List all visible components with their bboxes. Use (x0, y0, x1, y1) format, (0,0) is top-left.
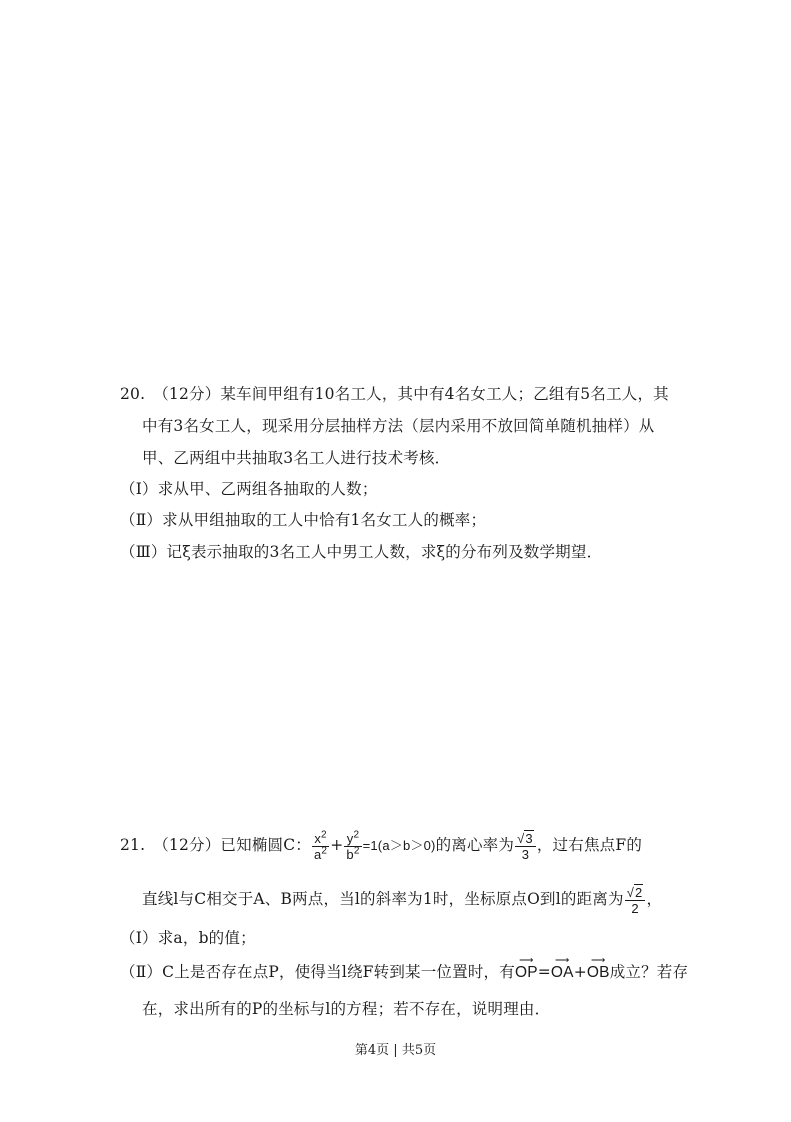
focus-text: ，过右焦点F的 (536, 836, 643, 854)
q21-line1 (120, 826, 642, 865)
q21-intro: 21. （12分）已知椭圆C： (120, 836, 311, 854)
radicand-3: 3 (525, 830, 533, 846)
vector-arrow-icon: ⟶ (555, 955, 570, 966)
plus-sign: + (330, 836, 344, 854)
part2-text: （Ⅱ）C上是否存在点P，使得当l绕F转到某一位置时，有 (120, 963, 515, 981)
denominator-b: b (346, 846, 354, 862)
exponent: 2 (321, 845, 328, 857)
comma: ， (646, 890, 663, 908)
page-footer: 第4页 | 共5页 (354, 1043, 437, 1058)
vector-oa-label: OA (550, 964, 574, 981)
sqrt2-over-2-fraction (625, 885, 646, 916)
vector-op (514, 955, 538, 983)
vector-ob-label: OB (586, 964, 610, 981)
radicand-2: 2 (635, 884, 643, 900)
sqrt3-over-3-fraction (515, 831, 536, 862)
numerator-y: y (346, 830, 354, 846)
q21-part1: （Ⅰ）求a，b的值； (120, 929, 256, 947)
q20-line2: 中有3名女工人，现采用分层抽样方法（层内采用不放回简单随机抽样）从 (142, 417, 655, 435)
plus-sign: + (573, 963, 587, 981)
ellipse-condition: =1(a＞b＞0) (362, 838, 436, 853)
numerator-x: x (314, 830, 322, 846)
part2-tail: 成立？若存 (609, 963, 689, 981)
denominator-3: 3 (521, 846, 530, 862)
exponent: 2 (353, 845, 360, 857)
vector-oa (550, 955, 574, 983)
q20-line3: 甲、乙两组中共抽取3名工人进行技术考核． (142, 449, 451, 467)
y2-over-b2-fraction (344, 831, 361, 862)
q20-part1: （Ⅰ）求从甲、乙两组各抽取的人数； (120, 480, 378, 498)
q20-part3: （Ⅲ）记ξ表示抽取的3名工人中男工人数，求ξ的分布列及数学期望． (120, 543, 603, 561)
exponent: 2 (321, 829, 327, 841)
equals-sign: = (537, 963, 551, 981)
vector-op-label: OP (514, 964, 538, 981)
denominator-2: 2 (631, 900, 639, 916)
q21-part2-line2: 在，求出所有的P的坐标与l的方程；若不存在，说明理由． (142, 1000, 551, 1018)
vector-ob (586, 955, 610, 983)
eccentricity-label: 的离心率为 (435, 836, 515, 854)
q20-line1: 20. （12分）某车间甲组有10名工人，其中有4名女工人；乙组有5名工人，其 (120, 385, 669, 403)
sqrt-symbol: √3 (517, 830, 533, 846)
q21-line2 (142, 880, 662, 918)
exponent: 2 (353, 829, 360, 841)
q21-part2-line1 (120, 955, 689, 983)
line-intersect-text: 直线l与C相交于A、B两点，当l的斜率为1时，坐标原点O到l的距离为 (142, 890, 624, 908)
vector-arrow-icon: ⟶ (591, 955, 606, 966)
vector-arrow-icon: ⟶ (519, 955, 534, 966)
x2-over-a2-fraction (312, 831, 329, 862)
denominator-a: a (313, 846, 322, 862)
q20-part2: （Ⅱ）求从甲组抽取的工人中恰有1名女工人的概率； (120, 511, 487, 529)
sqrt-symbol: √2 (626, 884, 643, 900)
